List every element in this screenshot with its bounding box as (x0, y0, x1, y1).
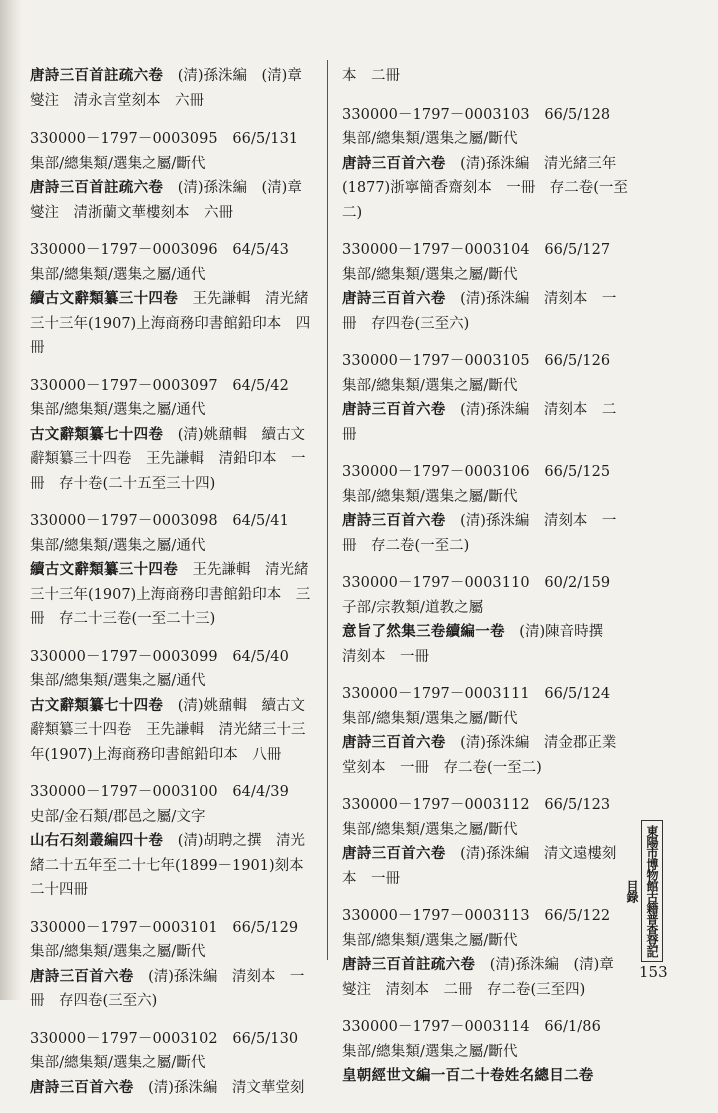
entry-code: 330000－1797－0003110 60/2/159 子部/宗教類/道教之屬 (342, 575, 625, 616)
entry-description: (清)陳音時撰 清刻本 一冊 (342, 624, 618, 665)
entry-title: 續古文辭類纂三十四卷 (30, 562, 178, 578)
entry-code: 330000－1797－0003106 66/5/125 集部/總集類/選集之屬/斷代 (342, 464, 625, 505)
catalog-entry (342, 571, 628, 669)
left-column (30, 64, 319, 1113)
catalog-entry (342, 64, 628, 89)
entry-title: 山右石刻叢編四十卷 (30, 833, 164, 849)
entry-title: 古文辭類纂七十四卷 (30, 426, 164, 443)
entry-description: 王先謙輯 清光緒三十三年(1907)上海商務印書館鉛印本 四冊 (30, 291, 311, 356)
entry-title: 唐詩三百首六卷 (342, 402, 446, 418)
entry-code: 330000－1797－0003095 66/5/131 集部/總集類/選集之屬/斷代 (30, 131, 313, 172)
catalog-entry (30, 238, 314, 361)
catalog-entry (342, 238, 628, 336)
entry-title: 續古文辭類纂三十四卷 (30, 291, 178, 307)
entry-code: 330000－1797－0003100 64/4/39 史部/金石類/郡邑之屬/文字 (30, 784, 304, 825)
entry-title: 唐詩三百首六卷 (30, 968, 134, 985)
entry-title: 唐詩三百首註疏六卷 (30, 180, 164, 196)
entry-description: (清)孫洙編 (清)章燮注 清浙蘭文華樓刻本 六冊 (30, 180, 302, 221)
catalog-entry (342, 793, 628, 891)
entry-code: 330000－1797－0003101 66/5/129 集部/總集類/選集之屬/斷代 (30, 919, 313, 960)
entry-code: 330000－1797－0003103 66/5/128 集部/總集類/選集之屬/斷代 (342, 106, 625, 147)
catalog-entry (30, 916, 314, 1014)
entry-title: 皇朝經世文編一百二十卷姓名總目二卷 (342, 1068, 594, 1084)
catalog-entry (342, 682, 628, 780)
right-column (342, 64, 628, 1102)
entry-code: 330000－1797－0003113 66/5/122 集部/總集類/選集之屬/斷代 (342, 908, 625, 949)
catalog-entry (30, 780, 319, 903)
catalog-entry (30, 127, 314, 225)
entry-title: 唐詩三百首六卷 (342, 846, 446, 862)
entry-code: 330000－1797－0003105 66/5/126 集部/總集類/選集之屬/斷代 (342, 353, 625, 394)
entry-description: (清)孫洙編 (清)章燮注 清永言堂刻本 六冊 (30, 68, 302, 109)
entry-description: (清)孫洙編 (清)章燮注 清刻本 二冊 存二卷(三至四) (342, 957, 614, 998)
entry-description: (清)孫洙編 清光緒三年(1877)浙寧簡香齋刻本 一冊 存二卷(一至二) (342, 155, 628, 221)
entry-code: 330000－1797－0003098 64/5/41 集部/總集類/選集之屬/通代 (30, 513, 304, 554)
entry-description: (清)孫洙編 清刻本 一冊 存二卷(一至二) (342, 513, 617, 554)
catalog-entry (342, 904, 628, 1002)
entry-code: 330000－1797－0003096 64/5/43 集部/總集類/選集之屬/通代 (30, 242, 304, 283)
entry-description: (清)姚鼐輯 續古文辭類纂三十四卷 王先謙輯 清鉛印本 一冊 存十卷(二十五至三十四) (30, 426, 306, 492)
entry-description: (清)孫洙編 清刻本 二冊 (342, 402, 617, 443)
page-gutter-shadow (0, 0, 22, 1000)
entry-description: (清)孫洙編 清刻本 一冊 存四卷(三至六) (30, 968, 305, 1009)
running-header-label: 東陽市博物館古籍普查登記目錄 (641, 820, 663, 962)
entry-code: 330000－1797－0003114 66/1/86 集部/總集類/選集之屬/斷代 (342, 1019, 616, 1060)
entry-description: 本 二冊 (342, 68, 400, 84)
catalog-entry (30, 645, 314, 768)
entry-title: 唐詩三百首六卷 (342, 513, 446, 529)
entry-description: (清)胡聘之撰 清光緒二十五年至二十七年(1899－1901)刻本 二十四冊 (30, 833, 319, 898)
entry-title: 唐詩三百首註疏六卷 (342, 957, 476, 973)
entry-title: 唐詩三百首六卷 (30, 1079, 134, 1096)
entry-code: 330000－1797－0003099 64/5/40 集部/總集類/選集之屬/通代 (30, 648, 304, 689)
entry-title: 唐詩三百首六卷 (342, 291, 446, 307)
entry-title: 唐詩三百首註疏六卷 (30, 68, 164, 84)
catalog-entry (342, 349, 628, 447)
entry-code: 330000－1797－0003112 66/5/123 集部/總集類/選集之屬/斷代 (342, 797, 625, 838)
entry-code: 330000－1797－0003102 66/5/130 集部/總集類/選集之屬/斷代 (30, 1030, 313, 1071)
entry-description: (清)孫洙編 清文遠樓刻本 一冊 (342, 846, 617, 887)
entry-description: 王先謙輯 清光緒三十三年(1907)上海商務印書館鉛印本 三冊 存二十三卷(一至二十三) (30, 562, 311, 627)
page-number: 153 (639, 963, 668, 981)
catalog-entry (30, 509, 314, 632)
catalog-entry (342, 103, 628, 226)
entry-code: 330000－1797－0003097 64/5/42 集部/總集類/選集之屬/通代 (30, 377, 304, 418)
catalog-entry (342, 460, 628, 558)
entry-description: (清)孫洙編 清刻本 一冊 存四卷(三至六) (342, 291, 617, 332)
catalog-entry (30, 1027, 314, 1101)
entry-code: 330000－1797－0003104 66/5/127 集部/總集類/選集之屬/斷代 (342, 242, 625, 283)
entry-title: 意旨了然集三卷續編一卷 (342, 624, 505, 640)
entry-title: 唐詩三百首六卷 (342, 155, 446, 172)
catalog-entry (342, 1015, 628, 1089)
entry-title: 古文辭類纂七十四卷 (30, 697, 164, 714)
entry-title: 唐詩三百首六卷 (342, 735, 446, 751)
column-divider (327, 60, 328, 960)
entry-code: 330000－1797－0003111 66/5/124 集部/總集類/選集之屬/斷代 (342, 686, 625, 727)
entry-description: (清)姚鼐輯 續古文辭類纂三十四卷 王先謙輯 清光緒三十三年(1907)上海商務印書館鉛印本 八冊 (30, 697, 306, 763)
entry-description: (清)孫洙編 清金郡正業堂刻本 一冊 存二卷(一至二) (342, 735, 617, 776)
entry-description: (清)孫洙編 清文華堂刻 (133, 1079, 305, 1096)
catalog-entry (30, 64, 314, 113)
catalog-entry (30, 374, 314, 497)
